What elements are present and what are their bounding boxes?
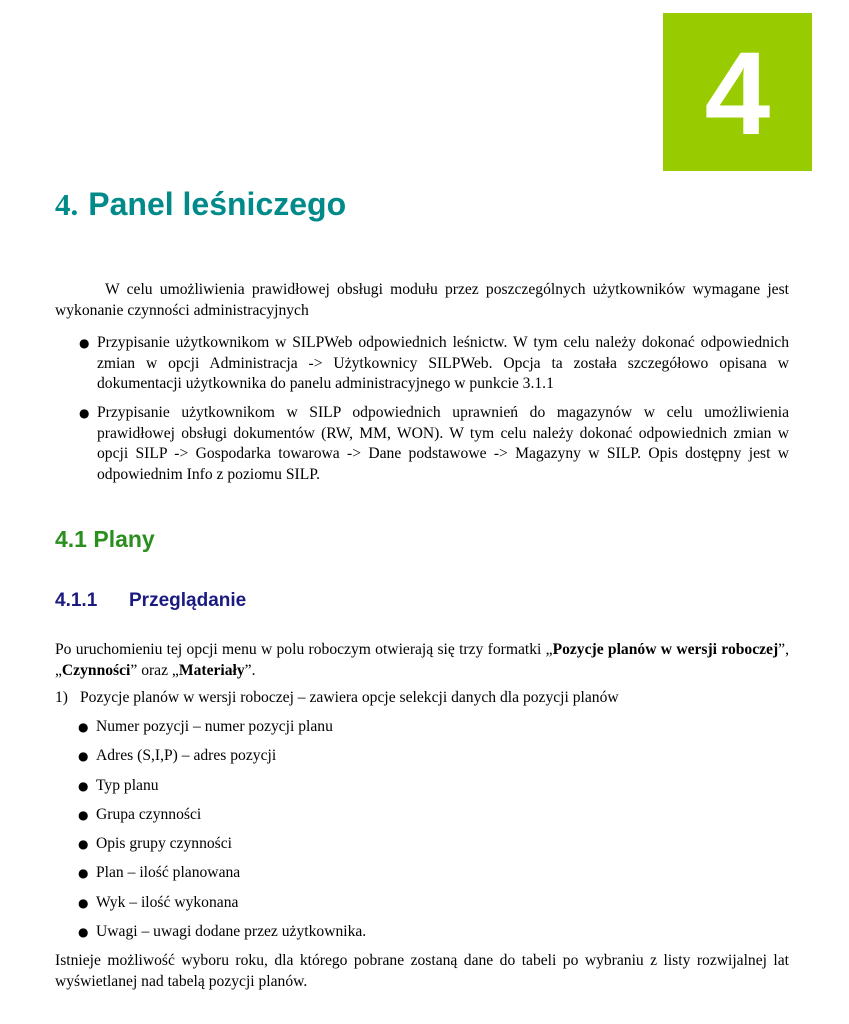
bullet-dot-icon: ● [79,406,90,420]
chapter-heading-text: Panel leśniczego [88,186,347,222]
list-item-text: Wyk – ilość wykonana [96,894,239,911]
bullet-dot-icon: ● [78,837,89,851]
intro-bullet-text: Przypisanie użytkownikom w SILPWeb odpowiednich leśnictw. W tym celu należy dokonać odpowiednich zmian w opcji Administracja -> Użytkownicy SILPWeb. Opcja ta została szczegółowo opisana w dokumentacji użytkownika do panelu administracyjnego w punkcie 3.1.1 [97,334,789,392]
para-text: ” oraz „ [130,661,179,679]
closing-paragraph: Istnieje możliwość wyboru roku, dla którego pobrane zostaną dane do tabeli po wybraniu z listy rozwijalnej lat wyświetlanej nad tabelą pozycji planów. [55,952,789,990]
chapter-heading [55,186,346,223]
list-item-text: Opis grupy czynności [96,835,232,852]
bullet-dot-icon: ● [79,336,90,350]
bullet-dot-icon: ● [78,720,89,734]
section-heading: 4.1 Plany [55,526,155,552]
list-item-text: Adres (S,I,P) – adres pozycji [96,747,277,764]
bullet-dot-icon: ● [78,866,89,880]
list-item-text: Numer pozycji – numer pozycji planu [96,718,333,735]
para-bold-text: Czynności [61,661,131,679]
subsection-heading [55,590,247,612]
list-item-text: Typ planu [96,777,159,794]
intro-bullet-text: Przypisanie użytkownikom w SILP odpowiednich uprawnień do magazynów w celu umożliwienia prawidłowej obsługi dokumentów (RW, MM, WON). W tym celu należy dokonać odpowiednich zmian w opcji SILP -> Gospodarka towarowa -> Dane podstawowe -> Magazyny w SILP. Opis dostępny jest w odpowiednim Info z poziomu SILP. [97,404,789,483]
para-bold-text: Pozycje planów w wersji roboczej [552,641,779,658]
bullet-dot-icon: ● [78,925,89,939]
numbered-item [55,688,789,709]
bullet-dot-icon: ● [78,896,89,910]
subsection-heading-number: 4.1.1 [55,590,98,611]
subsection-heading-text: Przeglądanie [129,590,247,611]
numbered-item-text: Pozycje planów w wersji roboczej – zawiera opcje selekcji danych dla pozycji planów [80,689,619,706]
intro-section [55,280,789,321]
bullet-dot-icon: ● [78,779,89,793]
para-text: Po uruchomieniu tej opcji menu w polu roboczym otwierają się trzy formatki „ [55,641,553,658]
formatki-paragraph [55,640,789,681]
bullet-dot-icon: ● [78,808,89,822]
bullet-dot-icon: ● [78,749,89,763]
list-item-text: Plan – ilość planowana [96,864,241,881]
para-bold-text: Materiały [178,661,245,679]
para-text: ”, „ [55,641,789,679]
numbered-item-label: 1) [55,689,68,706]
chapter-badge [663,13,812,171]
list-item-text: Uwagi – uwagi dodane przez użytkownika. [96,923,367,940]
chapter-heading-number: 4. [55,187,79,222]
list-item-text: Grupa czynności [96,806,202,823]
para-text: ”. [244,661,256,679]
chapter-badge-number: 4 [704,28,771,160]
intro-paragraph: W celu umożliwienia prawidłowej obsługi modułu przez poszczególnych użytkowników wymagane jest wykonanie czynności administracyjnych [55,281,789,319]
